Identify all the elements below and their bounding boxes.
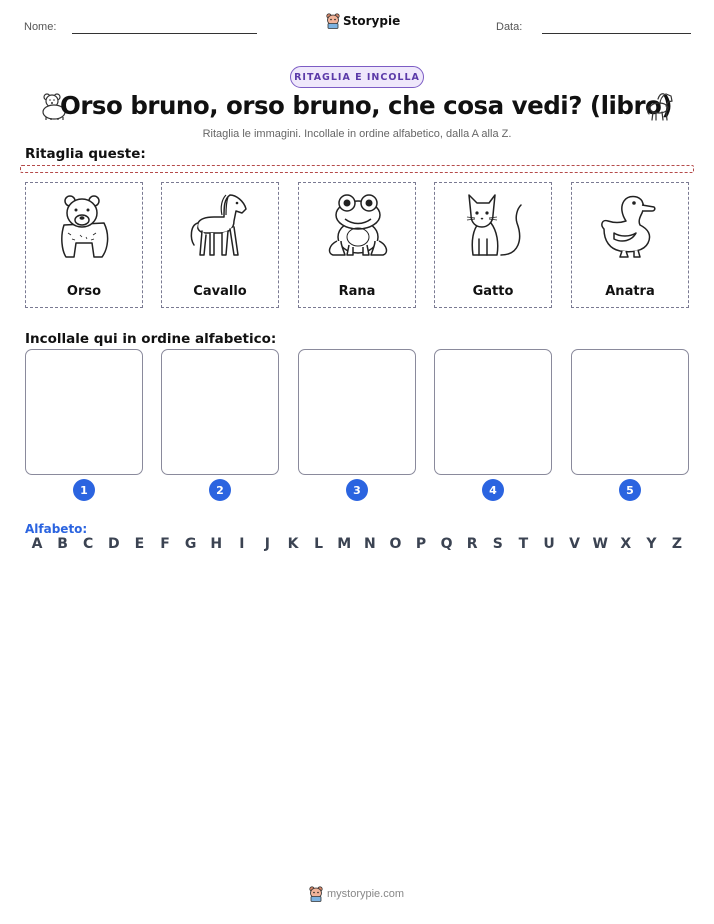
card-label-anatra: Anatra [605, 284, 655, 299]
alphabet-letter: G [184, 536, 197, 552]
alphabet-letter: V [569, 536, 581, 552]
alphabet-letter: L [314, 536, 324, 552]
card-label-gatto: Gatto [472, 284, 514, 299]
alphabet-letter: H [210, 536, 223, 552]
alphabet-letter: Q [440, 536, 453, 552]
alphabet-letter: N [363, 536, 376, 552]
slot-number-5: 5 [619, 479, 641, 501]
slot-number-1: 1 [73, 479, 95, 501]
paste-slot-4[interactable] [434, 349, 552, 475]
bear-icon [50, 189, 120, 261]
page-title: Orso bruno, orso bruno, che cosa vedi? (libro) [60, 91, 673, 120]
alphabet-letter: P [415, 536, 427, 552]
horse-decoration-icon [644, 90, 676, 122]
paste-slot-1[interactable] [25, 349, 143, 475]
cut-card-cavallo[interactable] [161, 182, 279, 308]
alphabet-letter: Z [671, 536, 683, 552]
footer [309, 886, 404, 902]
paste-section-label: Incollale qui in ordine alfabetico: [25, 331, 277, 347]
alphabet-letter: X [620, 536, 632, 552]
date-label: Data: [496, 21, 523, 33]
cat-icon [459, 189, 529, 261]
slot-number-2: 2 [209, 479, 231, 501]
cut-card-orso[interactable] [25, 182, 143, 308]
card-label-orso: Orso [66, 284, 102, 299]
alphabet-letter: E [134, 536, 145, 552]
card-label-cavallo: Cavallo [193, 284, 247, 299]
brand-name: Storypie [343, 14, 401, 28]
alphabet-letter: J [264, 536, 270, 552]
alphabet-letter: F [160, 536, 170, 552]
date-field-line[interactable] [542, 33, 691, 34]
cut-card-anatra[interactable] [571, 182, 689, 308]
cut-guide-line [20, 165, 694, 173]
cut-card-gatto[interactable] [434, 182, 552, 308]
alphabet-letter: R [466, 536, 478, 552]
alphabet-letter: T [518, 536, 529, 552]
alphabet-letter: U [543, 536, 555, 552]
alphabet-letter: W [592, 536, 608, 552]
frog-icon [323, 189, 393, 261]
paste-slot-2[interactable] [161, 349, 279, 475]
alphabet-label: Alfabeto: [25, 522, 88, 536]
alphabet-letter: Y [646, 536, 657, 552]
activity-badge: RITAGLIA E INCOLLA [290, 66, 424, 88]
alphabet-letter: C [83, 536, 94, 552]
storypie-footer-icon [309, 886, 323, 902]
brand-logo [326, 13, 400, 29]
alphabet-letter: M [337, 536, 352, 552]
alphabet-letter: K [287, 536, 299, 552]
footer-url: mystorypie.com [327, 888, 405, 900]
alphabet-letter: B [57, 536, 68, 552]
slot-number-4: 4 [482, 479, 504, 501]
paste-slot-5[interactable] [571, 349, 689, 475]
alphabet-letter: O [389, 536, 402, 552]
horse-icon [186, 189, 256, 261]
storypie-logo-icon [326, 13, 340, 29]
duck-icon [596, 189, 666, 261]
alphabet-letter: A [31, 536, 43, 552]
paste-slot-3[interactable] [298, 349, 416, 475]
instructions: Ritaglia le immagini. Incollale in ordine alfabetico, dalla A alla Z. [202, 128, 512, 140]
alphabet-letter: I [239, 536, 245, 552]
slot-number-3: 3 [346, 479, 368, 501]
cut-section-label: Ritaglia queste: [25, 146, 146, 162]
alphabet-letter: D [107, 536, 120, 552]
alphabet-letter: S [492, 536, 503, 552]
cut-card-rana[interactable] [298, 182, 416, 308]
name-label: Nome: [24, 21, 57, 33]
name-field-line[interactable] [72, 33, 257, 34]
card-label-rana: Rana [338, 284, 376, 299]
